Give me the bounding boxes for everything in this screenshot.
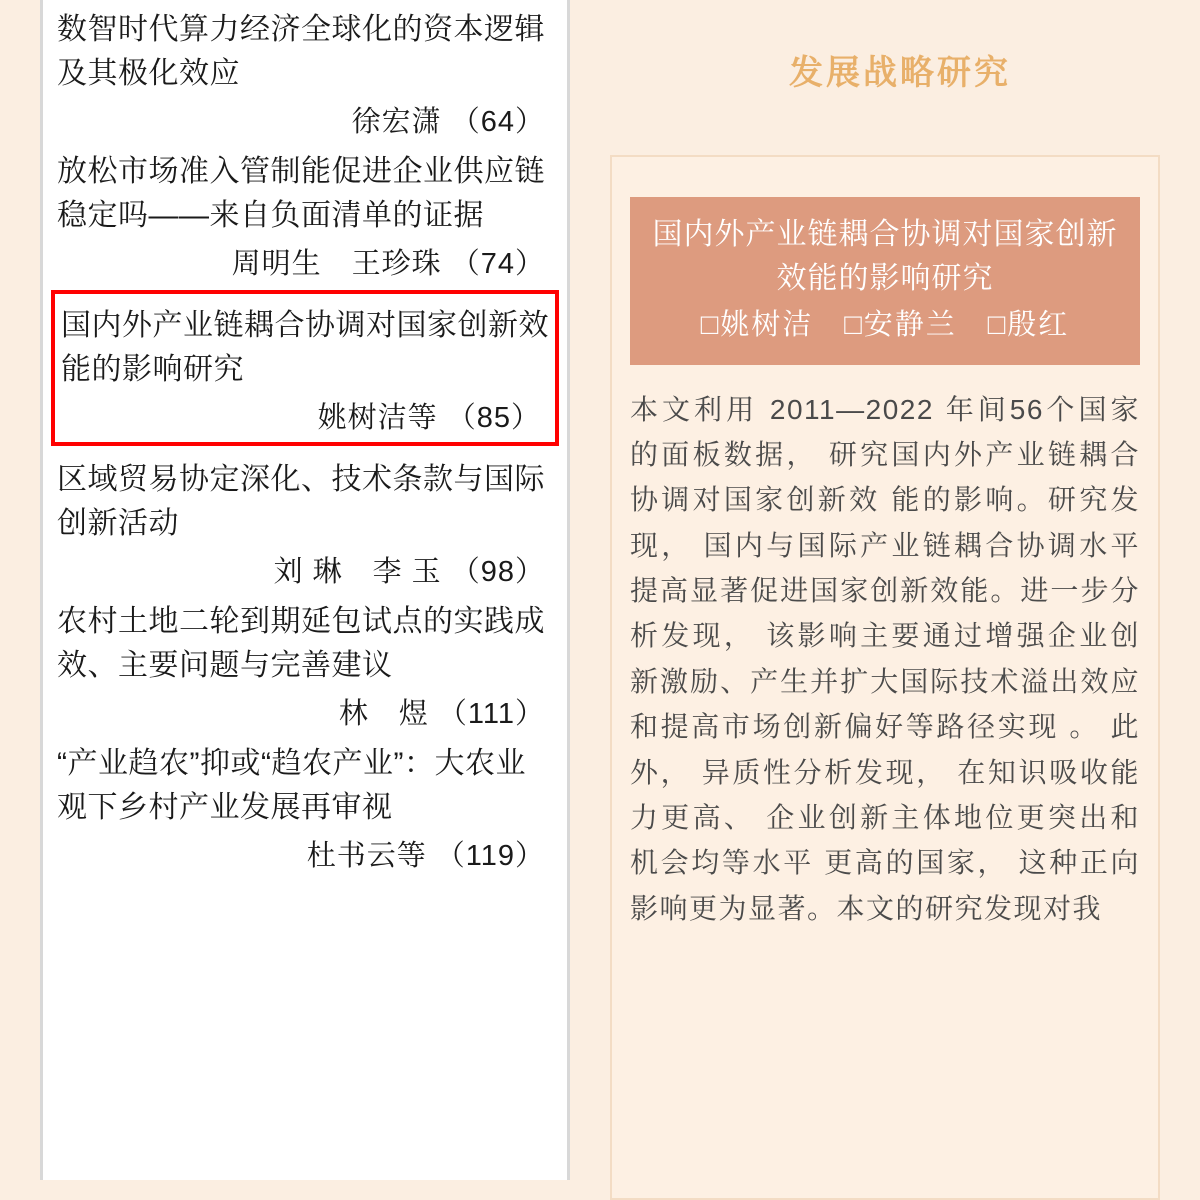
toc-entry-byline: 周明生 王珍珠 （74） <box>231 248 545 280</box>
section-heading: 发展战略研究 <box>789 54 1011 92</box>
toc-entry-title: 数智时代算力经济全球化的资本逻辑及其极化效应 <box>57 13 545 90</box>
toc-entry-highlighted[interactable] <box>51 290 559 446</box>
toc-entry-byline: 林 煜 （111） <box>338 698 545 730</box>
toc-entry-title: 农村土地二轮到期延包试点的实践成效、主要问题与完善建议 <box>57 605 545 682</box>
article-authors: □姚树洁 □安静兰 □殷红 <box>700 308 1070 341</box>
toc-entry-title: 国内外产业链耦合协调对国家创新效能的影响研究 <box>61 309 549 386</box>
toc-entry[interactable] <box>51 734 559 876</box>
article-abstract: 本文利用 2011—2022 年间56个国家的面板数据， 研究国内外产业链耦合协调对国家创新效 能的影响。研究发现， 国内与国际产业链耦合协调水平提高显著促进国家创新效能。进一步分析发现， 该影响主要通过增强企业创新激励、产生并扩大国际技术溢出效应和提高市场创新偏好等路径实现 。 此外， 异质性分析发现， 在知识吸收能力更高、 企业创新主体地位更突出和机会均等水平 更高的国家， 这种正向影响更为显著。本文的研究发现对我 <box>630 393 1140 924</box>
article-title-band <box>630 197 1140 365</box>
article-card <box>610 155 1160 1200</box>
toc-entry[interactable] <box>51 0 559 142</box>
toc-entry-title: 放松市场准入管制能促进企业供应链稳定吗——来自负面清单的证据 <box>57 155 545 232</box>
toc-entry[interactable] <box>51 450 559 592</box>
toc-entry-byline: 徐宏潇 （64） <box>351 106 545 138</box>
toc-entry[interactable] <box>51 592 559 734</box>
article-title: 国内外产业链耦合协调对国家创新效能的影响研究 <box>652 218 1118 296</box>
toc-entry-title: “产业趋农”抑或“趋农产业”：大农业观下乡村产业发展再审视 <box>57 747 526 824</box>
toc-entry-byline: 姚树洁等 （85） <box>317 402 541 434</box>
toc-entry-byline: 杜书云等 （119） <box>306 840 545 872</box>
toc-entry-title: 区域贸易协定深化、技术条款与国际创新活动 <box>57 463 545 540</box>
article-column <box>600 0 1200 1200</box>
toc-entry[interactable] <box>51 142 559 284</box>
toc-entry-byline: 刘 琳 李 玉 （98） <box>273 556 545 588</box>
table-of-contents-panel <box>40 0 570 1180</box>
